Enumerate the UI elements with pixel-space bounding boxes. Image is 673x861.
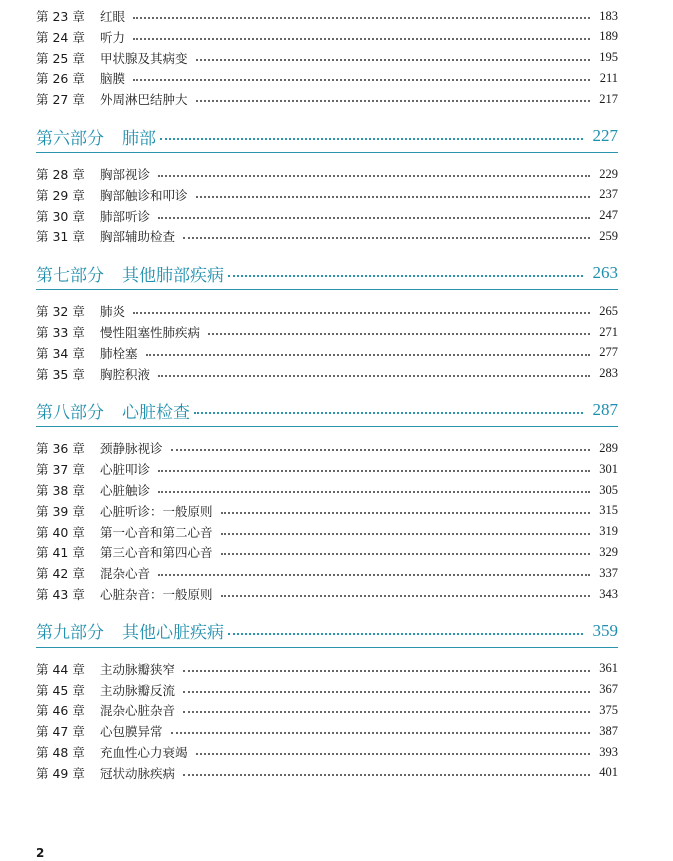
chapter-number: 第 48 章 — [36, 745, 85, 760]
dot-leader — [183, 691, 590, 693]
toc-chapter-entry[interactable] — [36, 322, 618, 342]
chapter-title: 胸部触诊和叩诊 — [100, 187, 188, 203]
toc-chapter-entry[interactable] — [36, 501, 618, 521]
chapter-title: 肺栓塞 — [100, 345, 138, 361]
chapter-page: 375 — [599, 702, 618, 717]
toc-chapter-entry[interactable] — [36, 763, 618, 783]
chapter-number: 第 32 章 — [36, 304, 85, 320]
part-title: 其他肺部疾病 — [122, 265, 224, 286]
toc-chapter-entry[interactable] — [36, 164, 618, 184]
chapter-number: 第 45 章 — [36, 682, 85, 698]
chapter-number: 第 23 章 — [36, 9, 85, 24]
part-title: 其他心脏疾病 — [122, 623, 224, 644]
chapter-title: 肺部听诊 — [100, 208, 151, 224]
chapter-page: 211 — [599, 70, 618, 85]
chapter-page: 367 — [599, 682, 618, 697]
dot-leader — [196, 59, 590, 61]
chapter-page: 195 — [599, 50, 618, 65]
chapter-number: 第 26 章 — [36, 71, 85, 87]
chapter-title: 红眼 — [100, 9, 126, 24]
chapter-page: 393 — [599, 744, 618, 759]
page-number: 2 — [36, 846, 45, 860]
chapter-title: 脑膜 — [100, 71, 126, 87]
chapter-number: 第 30 章 — [36, 208, 85, 224]
chapter-number: 第 43 章 — [36, 587, 85, 602]
dot-leader — [171, 732, 590, 734]
chapter-page: 265 — [599, 303, 618, 318]
chapter-page: 305 — [599, 482, 618, 497]
toc-chapter-entry[interactable] — [36, 563, 618, 583]
toc-chapter-entry[interactable] — [36, 206, 618, 226]
chapter-number: 第 40 章 — [36, 524, 85, 540]
chapter-title: 听力 — [100, 29, 126, 45]
chapter-page: 183 — [599, 8, 618, 23]
toc-part-entry[interactable] — [36, 257, 618, 290]
chapter-title: 肺炎 — [100, 304, 126, 320]
chapter-page: 271 — [599, 324, 618, 339]
chapter-page: 319 — [599, 524, 618, 539]
toc-part-entry[interactable] — [36, 615, 618, 648]
chapter-title: 胸腔积液 — [100, 366, 151, 382]
chapter-number: 第 44 章 — [36, 661, 85, 677]
chapter-page: 401 — [599, 765, 618, 780]
part-page: 359 — [592, 620, 618, 640]
chapter-title: 心脏杂音：一般原则 — [100, 587, 213, 602]
dot-leader — [194, 412, 583, 414]
chapter-page: 315 — [599, 503, 618, 518]
dot-leader — [183, 670, 590, 672]
chapter-page: 189 — [599, 29, 618, 44]
chapter-title: 心脏叩诊 — [100, 462, 151, 478]
chapter-number: 第 37 章 — [36, 462, 85, 478]
dot-leader — [208, 333, 590, 335]
chapter-title: 心包膜异常 — [100, 724, 163, 740]
toc-chapter-entry[interactable] — [36, 480, 618, 500]
toc-part-entry[interactable] — [36, 120, 618, 153]
toc-chapter-entry[interactable] — [36, 6, 618, 26]
part-page: 227 — [592, 126, 618, 145]
chapter-title: 外周淋巴结肿大 — [100, 92, 188, 108]
toc-chapter-entry[interactable] — [36, 364, 618, 384]
chapter-number: 第 36 章 — [36, 441, 85, 457]
dot-leader — [196, 196, 590, 198]
toc-chapter-entry[interactable] — [36, 742, 618, 762]
toc-chapter-entry[interactable] — [36, 185, 618, 205]
toc-chapter-entry[interactable] — [36, 89, 618, 109]
toc-chapter-entry[interactable] — [36, 584, 618, 604]
part-page: 287 — [592, 400, 618, 420]
chapter-title: 冠状动脉疾病 — [100, 765, 176, 781]
chapter-number: 第 42 章 — [36, 566, 85, 582]
dot-leader — [183, 774, 590, 776]
chapter-title: 第三心音和第四心音 — [100, 545, 213, 561]
chapter-page: 343 — [599, 586, 618, 601]
part-page: 263 — [592, 263, 618, 283]
chapter-number: 第 35 章 — [36, 366, 85, 382]
part-number: 第六部分 — [36, 128, 104, 149]
dot-leader — [158, 217, 590, 219]
toc-chapter-entry[interactable] — [36, 301, 618, 321]
chapter-title: 第一心音和第二心音 — [100, 524, 213, 540]
part-title: 肺部 — [122, 128, 156, 149]
chapter-title: 心脏触诊 — [100, 483, 151, 498]
chapter-title: 胸部视诊 — [100, 167, 151, 182]
dot-leader — [228, 633, 583, 635]
chapter-number: 第 38 章 — [36, 483, 85, 498]
part-number: 第七部分 — [36, 265, 104, 286]
chapter-number: 第 49 章 — [36, 765, 85, 781]
chapter-title: 主动脉瓣反流 — [100, 682, 176, 698]
toc-chapter-entry[interactable] — [36, 27, 618, 47]
toc-chapter-entry[interactable] — [36, 438, 618, 458]
chapter-number: 第 29 章 — [36, 187, 85, 203]
toc-chapter-entry[interactable] — [36, 680, 618, 700]
dot-leader — [228, 275, 583, 277]
chapter-title: 混杂心脏杂音 — [100, 703, 176, 719]
toc-chapter-entry[interactable] — [36, 542, 618, 562]
chapter-title: 主动脉瓣狭窄 — [100, 661, 176, 677]
dot-leader — [133, 17, 590, 19]
chapter-title: 心脏听诊：一般原则 — [100, 503, 213, 519]
toc-part-entry[interactable] — [36, 394, 618, 427]
dot-leader — [221, 595, 590, 597]
chapter-number: 第 27 章 — [36, 92, 85, 108]
dot-leader — [158, 375, 590, 377]
chapter-title: 甲状腺及其病变 — [100, 50, 188, 66]
toc-chapter-entry[interactable] — [36, 48, 618, 68]
chapter-number: 第 41 章 — [36, 545, 85, 561]
toc-chapter-entry[interactable] — [36, 721, 618, 741]
toc-chapter-entry[interactable] — [36, 522, 618, 542]
dot-leader — [160, 138, 583, 140]
dot-leader — [183, 711, 590, 713]
dot-leader — [133, 79, 590, 81]
dot-leader — [221, 512, 590, 514]
chapter-page: 277 — [599, 345, 618, 360]
dot-leader — [158, 175, 590, 177]
chapter-title: 充血性心力衰竭 — [100, 745, 188, 760]
chapter-page: 387 — [599, 723, 618, 738]
chapter-page: 289 — [599, 440, 618, 455]
part-number: 第八部分 — [36, 402, 104, 423]
chapter-page: 237 — [599, 187, 618, 202]
chapter-title: 混杂心音 — [100, 566, 151, 582]
chapter-page: 361 — [599, 661, 618, 676]
chapter-number: 第 34 章 — [36, 345, 85, 361]
chapter-page: 259 — [599, 228, 618, 243]
chapter-title: 慢性阻塞性肺疾病 — [100, 325, 201, 340]
chapter-page: 229 — [599, 166, 618, 181]
chapter-number: 第 31 章 — [36, 229, 85, 245]
dot-leader — [196, 753, 590, 755]
dot-leader — [196, 100, 590, 102]
dot-leader — [146, 354, 590, 356]
chapter-title: 颈静脉视诊 — [100, 441, 163, 457]
chapter-page: 337 — [599, 565, 618, 580]
dot-leader — [221, 553, 590, 555]
dot-leader — [133, 312, 590, 314]
chapter-page: 283 — [599, 366, 618, 381]
chapter-number: 第 24 章 — [36, 29, 85, 45]
toc-chapter-entry[interactable] — [36, 226, 618, 246]
part-title: 心脏检查 — [122, 402, 190, 423]
dot-leader — [158, 491, 590, 493]
part-number: 第九部分 — [36, 623, 104, 644]
chapter-page: 217 — [599, 91, 618, 106]
toc-chapter-entry[interactable] — [36, 343, 618, 363]
dot-leader — [221, 533, 590, 535]
chapter-number: 第 39 章 — [36, 503, 85, 519]
dot-leader — [133, 38, 590, 40]
chapter-number: 第 33 章 — [36, 325, 85, 340]
dot-leader — [158, 470, 590, 472]
toc-chapter-entry[interactable] — [36, 68, 618, 88]
chapter-number: 第 47 章 — [36, 724, 85, 740]
dot-leader — [183, 237, 590, 239]
chapter-number: 第 28 章 — [36, 167, 85, 182]
chapter-number: 第 25 章 — [36, 50, 85, 66]
chapter-title: 胸部辅助检查 — [100, 229, 176, 245]
toc-chapter-entry[interactable] — [36, 700, 618, 720]
chapter-page: 329 — [599, 544, 618, 559]
chapter-page: 247 — [599, 208, 618, 223]
toc-chapter-entry[interactable] — [36, 459, 618, 479]
dot-leader — [158, 574, 590, 576]
dot-leader — [171, 449, 590, 451]
chapter-number: 第 46 章 — [36, 703, 85, 719]
toc-chapter-entry[interactable] — [36, 659, 618, 679]
chapter-page: 301 — [599, 461, 618, 476]
